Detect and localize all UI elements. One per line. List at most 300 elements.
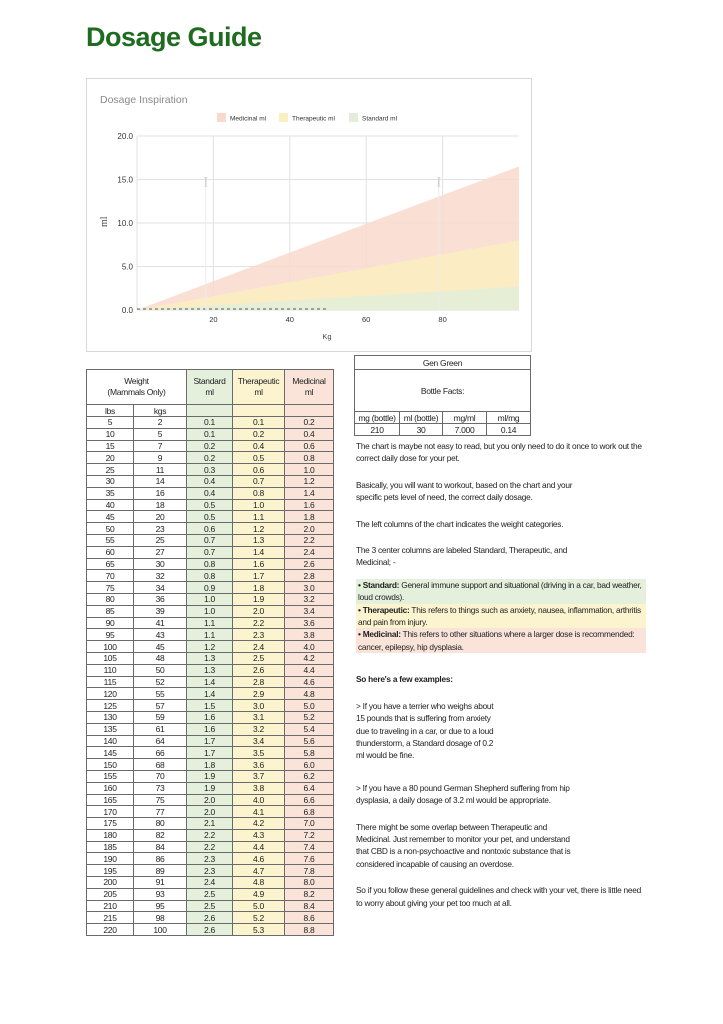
row-kgs: 50 xyxy=(134,664,187,676)
x-axis-ticks xyxy=(209,315,447,324)
row-lbs: 150 xyxy=(87,759,134,771)
row-medicinal: 7.2 xyxy=(285,829,334,841)
row-kgs: 41 xyxy=(134,617,187,629)
table-row xyxy=(87,818,334,830)
row-medicinal: 1.0 xyxy=(285,464,334,476)
row-standard: 2.1 xyxy=(187,818,233,830)
table-row xyxy=(87,523,334,535)
marker-label: I xyxy=(203,174,209,191)
row-kgs: 34 xyxy=(134,582,187,594)
row-therapeutic: 1.6 xyxy=(233,558,285,570)
facts-value-ml-mg: 0.14 xyxy=(487,424,531,436)
row-medicinal: 4.0 xyxy=(285,641,334,653)
table-row xyxy=(87,593,334,605)
row-standard: 1.6 xyxy=(187,711,233,723)
row-lbs: 190 xyxy=(87,853,134,865)
table-row xyxy=(87,747,334,759)
medicinal-header: Medicinal ml xyxy=(285,370,334,405)
row-lbs: 30 xyxy=(87,475,134,487)
row-medicinal: 8.6 xyxy=(285,912,334,924)
row-standard: 0.9 xyxy=(187,582,233,594)
table-row xyxy=(87,735,334,747)
row-kgs: 14 xyxy=(134,475,187,487)
table-row xyxy=(87,582,334,594)
row-medicinal: 6.8 xyxy=(285,806,334,818)
table-row xyxy=(87,759,334,771)
row-standard: 2.6 xyxy=(187,924,233,936)
row-therapeutic: 4.7 xyxy=(233,865,285,877)
row-kgs: 39 xyxy=(134,605,187,617)
row-standard: 0.6 xyxy=(187,523,233,535)
table-row xyxy=(87,558,334,570)
row-medicinal: 1.8 xyxy=(285,511,334,523)
row-lbs: 65 xyxy=(87,558,134,570)
row-kgs: 86 xyxy=(134,853,187,865)
row-standard: 2.0 xyxy=(187,806,233,818)
row-medicinal: 8.2 xyxy=(285,888,334,900)
row-therapeutic: 5.0 xyxy=(233,900,285,912)
row-therapeutic: 4.4 xyxy=(233,841,285,853)
row-standard: 2.2 xyxy=(187,841,233,853)
table-row xyxy=(87,700,334,712)
row-therapeutic: 3.2 xyxy=(233,723,285,735)
row-kgs: 59 xyxy=(134,711,187,723)
row-standard: 0.1 xyxy=(187,417,233,429)
row-kgs: 52 xyxy=(134,676,187,688)
row-standard: 0.3 xyxy=(187,464,233,476)
row-standard: 1.6 xyxy=(187,723,233,735)
row-therapeutic: 3.4 xyxy=(233,735,285,747)
row-lbs: 160 xyxy=(87,782,134,794)
row-kgs: 2 xyxy=(134,417,187,429)
row-standard: 1.5 xyxy=(187,700,233,712)
row-standard: 0.5 xyxy=(187,511,233,523)
row-lbs: 130 xyxy=(87,711,134,723)
row-standard: 0.7 xyxy=(187,546,233,558)
row-medicinal: 1.4 xyxy=(285,487,334,499)
category-medicinal: • Medicinal: This refers to other situations where a larger dose is recommended: cancer, epilepsy, hip dysplasia. xyxy=(356,628,646,653)
row-standard: 1.3 xyxy=(187,664,233,676)
row-kgs: 9 xyxy=(134,452,187,464)
row-therapeutic: 2.5 xyxy=(233,652,285,664)
row-medicinal: 0.8 xyxy=(285,452,334,464)
row-standard: 1.0 xyxy=(187,605,233,617)
row-standard: 2.0 xyxy=(187,794,233,806)
row-lbs: 90 xyxy=(87,617,134,629)
x-tick-label: 80 xyxy=(438,315,447,324)
row-lbs: 10 xyxy=(87,428,134,440)
category-therapeutic: • Therapeutic: This refers to things such as anxiety, nausea, inflammation, arthritis and pain from injury. xyxy=(356,604,646,629)
row-kgs: 68 xyxy=(134,759,187,771)
row-therapeutic: 4.9 xyxy=(233,888,285,900)
row-standard: 1.1 xyxy=(187,629,233,641)
row-lbs: 120 xyxy=(87,688,134,700)
row-medicinal: 5.2 xyxy=(285,711,334,723)
row-lbs: 115 xyxy=(87,676,134,688)
row-medicinal: 6.2 xyxy=(285,770,334,782)
y-tick-label: 20.0 xyxy=(117,132,133,141)
row-lbs: 50 xyxy=(87,523,134,535)
row-lbs: 45 xyxy=(87,511,134,523)
row-standard: 2.3 xyxy=(187,853,233,865)
legend-swatch xyxy=(349,113,358,122)
row-therapeutic: 0.4 xyxy=(233,440,285,452)
row-kgs: 61 xyxy=(134,723,187,735)
row-medicinal: 0.4 xyxy=(285,428,334,440)
row-kgs: 7 xyxy=(134,440,187,452)
row-lbs: 85 xyxy=(87,605,134,617)
note-intro: The chart is maybe not easy to read, but you only need to do it once to work out the correct daily dose for your pet. xyxy=(356,441,642,464)
row-therapeutic: 1.2 xyxy=(233,523,285,535)
row-lbs: 15 xyxy=(87,440,134,452)
row-kgs: 82 xyxy=(134,829,187,841)
weight-header: Weight (Mammals Only) xyxy=(87,370,187,405)
row-medicinal: 2.4 xyxy=(285,546,334,558)
row-standard: 1.0 xyxy=(187,593,233,605)
y-tick-label: 15.0 xyxy=(117,175,133,185)
table-row xyxy=(87,428,334,440)
row-medicinal: 1.6 xyxy=(285,499,334,511)
row-therapeutic: 1.9 xyxy=(233,593,285,605)
standard-header: Standard ml xyxy=(187,370,233,405)
row-kgs: 11 xyxy=(134,464,187,476)
table-row xyxy=(87,499,334,511)
table-row xyxy=(87,475,334,487)
row-standard: 0.8 xyxy=(187,570,233,582)
table-row xyxy=(87,912,334,924)
row-medicinal: 5.4 xyxy=(285,723,334,735)
x-tick-label: 60 xyxy=(362,315,371,324)
row-medicinal: 1.2 xyxy=(285,475,334,487)
row-medicinal: 0.6 xyxy=(285,440,334,452)
row-therapeutic: 3.8 xyxy=(233,782,285,794)
row-kgs: 98 xyxy=(134,912,187,924)
table-row xyxy=(87,676,334,688)
row-therapeutic: 0.6 xyxy=(233,464,285,476)
row-medicinal: 0.2 xyxy=(285,417,334,429)
row-standard: 0.1 xyxy=(187,428,233,440)
row-standard: 1.4 xyxy=(187,688,233,700)
note-basically: Basically, you will want to workout, based on the chart and your specific pets level of need, the correct daily dosage. xyxy=(356,479,573,503)
row-kgs: 25 xyxy=(134,534,187,546)
row-standard: 0.4 xyxy=(187,475,233,487)
row-kgs: 23 xyxy=(134,523,187,535)
row-therapeutic: 1.0 xyxy=(233,499,285,511)
row-lbs: 140 xyxy=(87,735,134,747)
row-medicinal: 2.0 xyxy=(285,523,334,535)
table-row xyxy=(87,865,334,877)
note-guidelines: So if you follow these general guidelines and check with your vet, there is little need to worry about giving your pet too much at all. xyxy=(356,885,641,908)
row-standard: 2.3 xyxy=(187,865,233,877)
row-medicinal: 7.0 xyxy=(285,818,334,830)
row-lbs: 185 xyxy=(87,841,134,853)
table-row xyxy=(87,794,334,806)
lbs-header: lbs xyxy=(87,405,134,417)
table-row xyxy=(87,888,334,900)
page-title: Dosage Guide xyxy=(86,22,262,52)
chart-areas xyxy=(137,166,519,310)
bottle-facts-table xyxy=(354,355,531,436)
facts-header-ml-mg: ml/mg xyxy=(487,412,531,424)
bottle-facts-label: Bottle Facts: xyxy=(355,370,531,412)
row-standard: 0.2 xyxy=(187,440,233,452)
row-lbs: 60 xyxy=(87,546,134,558)
row-lbs: 35 xyxy=(87,487,134,499)
row-lbs: 220 xyxy=(87,924,134,936)
row-therapeutic: 3.1 xyxy=(233,711,285,723)
y-axis-ticks xyxy=(117,132,133,315)
table-row xyxy=(87,711,334,723)
row-therapeutic: 3.7 xyxy=(233,770,285,782)
row-medicinal: 8.4 xyxy=(285,900,334,912)
row-kgs: 70 xyxy=(134,770,187,782)
legend-label: Therapeutic ml xyxy=(292,115,335,123)
row-standard: 2.4 xyxy=(187,877,233,889)
brand-name: Gen Green xyxy=(355,356,531,370)
table-row xyxy=(87,546,334,558)
row-medicinal: 5.8 xyxy=(285,747,334,759)
row-medicinal: 8.8 xyxy=(285,924,334,936)
row-standard: 0.2 xyxy=(187,452,233,464)
row-lbs: 165 xyxy=(87,794,134,806)
row-therapeutic: 5.3 xyxy=(233,924,285,936)
row-medicinal: 2.8 xyxy=(285,570,334,582)
row-standard: 0.7 xyxy=(187,534,233,546)
row-medicinal: 3.6 xyxy=(285,617,334,629)
row-standard: 1.2 xyxy=(187,641,233,653)
row-kgs: 45 xyxy=(134,641,187,653)
table-row xyxy=(87,617,334,629)
table-row xyxy=(87,841,334,853)
row-kgs: 48 xyxy=(134,652,187,664)
row-kgs: 16 xyxy=(134,487,187,499)
row-medicinal: 7.6 xyxy=(285,853,334,865)
dosage-table-body xyxy=(87,417,334,936)
row-lbs: 205 xyxy=(87,888,134,900)
chart-title: Dosage Inspiration xyxy=(100,94,188,106)
table-row xyxy=(87,829,334,841)
row-kgs: 84 xyxy=(134,841,187,853)
row-lbs: 180 xyxy=(87,829,134,841)
row-lbs: 125 xyxy=(87,700,134,712)
table-row xyxy=(87,770,334,782)
table-row xyxy=(87,853,334,865)
row-standard: 1.4 xyxy=(187,676,233,688)
legend-swatch xyxy=(279,113,288,122)
note-center-columns: The 3 center columns are labeled Standard, Therapeutic, and Medicinal; - xyxy=(356,545,568,568)
y-tick-label: 0.0 xyxy=(121,306,133,315)
row-lbs: 215 xyxy=(87,912,134,924)
chart-legend xyxy=(217,113,398,123)
x-axis-label: Kg xyxy=(322,332,332,341)
table-row xyxy=(87,782,334,794)
row-medicinal: 3.2 xyxy=(285,593,334,605)
row-lbs: 95 xyxy=(87,629,134,641)
legend-label: Medicinal ml xyxy=(230,115,267,123)
y-tick-label: 10.0 xyxy=(117,219,133,228)
row-kgs: 27 xyxy=(134,546,187,558)
row-kgs: 91 xyxy=(134,877,187,889)
row-medicinal: 8.0 xyxy=(285,877,334,889)
row-medicinal: 4.8 xyxy=(285,688,334,700)
row-kgs: 64 xyxy=(134,735,187,747)
row-lbs: 170 xyxy=(87,806,134,818)
row-standard: 2.5 xyxy=(187,900,233,912)
row-therapeutic: 4.6 xyxy=(233,853,285,865)
dosage-chart-svg xyxy=(87,79,531,351)
note-overlap: There might be some overlap between Therapeutic and Medicinal. Just remember to monitor your pet, and understand that CBD is a non-psychoactive and nontoxic substance that is considered incapable of causing an overdose. xyxy=(356,821,571,869)
y-axis-label: ml xyxy=(99,216,110,227)
table-row xyxy=(87,664,334,676)
row-therapeutic: 0.8 xyxy=(233,487,285,499)
row-lbs: 195 xyxy=(87,865,134,877)
row-therapeutic: 4.0 xyxy=(233,794,285,806)
row-kgs: 89 xyxy=(134,865,187,877)
row-therapeutic: 1.8 xyxy=(233,582,285,594)
row-lbs: 80 xyxy=(87,593,134,605)
examples-heading: So here's a few examples: xyxy=(356,674,453,685)
row-lbs: 100 xyxy=(87,641,134,653)
row-kgs: 36 xyxy=(134,593,187,605)
row-kgs: 80 xyxy=(134,818,187,830)
therapeutic-header: Therapeutic ml xyxy=(233,370,285,405)
row-standard: 0.8 xyxy=(187,558,233,570)
row-therapeutic: 4.3 xyxy=(233,829,285,841)
kgs-header: kgs xyxy=(134,405,187,417)
row-therapeutic: 5.2 xyxy=(233,912,285,924)
facts-header-ml-bottle: ml (bottle) xyxy=(400,412,443,424)
marker-label: I xyxy=(436,174,442,191)
row-lbs: 5 xyxy=(87,417,134,429)
row-standard: 1.9 xyxy=(187,782,233,794)
row-lbs: 70 xyxy=(87,570,134,582)
example-terrier: > If you have a terrier who weighs about 15 pounds that is suffering from anxiety due to traveling in a car, or due to a loud thunderstorm, a Standard dosage of 0.2 ml would be fine. xyxy=(356,700,494,761)
row-kgs: 75 xyxy=(134,794,187,806)
row-kgs: 77 xyxy=(134,806,187,818)
row-therapeutic: 1.1 xyxy=(233,511,285,523)
note-left-columns: The left columns of the chart indicates the weight categories. xyxy=(356,518,564,529)
table-row xyxy=(87,464,334,476)
row-medicinal: 3.4 xyxy=(285,605,334,617)
facts-value-mg-ml: 7.000 xyxy=(443,424,487,436)
row-kgs: 43 xyxy=(134,629,187,641)
row-therapeutic: 0.7 xyxy=(233,475,285,487)
table-row xyxy=(87,605,334,617)
row-lbs: 25 xyxy=(87,464,134,476)
row-medicinal: 4.6 xyxy=(285,676,334,688)
facts-header-mg-bottle: mg (bottle) xyxy=(355,412,400,424)
table-row xyxy=(87,924,334,936)
row-lbs: 20 xyxy=(87,452,134,464)
row-therapeutic: 3.5 xyxy=(233,747,285,759)
row-medicinal: 2.2 xyxy=(285,534,334,546)
row-therapeutic: 2.0 xyxy=(233,605,285,617)
row-kgs: 95 xyxy=(134,900,187,912)
row-standard: 0.5 xyxy=(187,499,233,511)
table-row xyxy=(87,417,334,429)
row-medicinal: 6.0 xyxy=(285,759,334,771)
table-row xyxy=(87,452,334,464)
legend-swatch xyxy=(217,113,226,122)
table-row xyxy=(87,723,334,735)
facts-value-ml-bottle: 30 xyxy=(400,424,443,436)
row-medicinal: 6.6 xyxy=(285,794,334,806)
row-kgs: 66 xyxy=(134,747,187,759)
row-kgs: 55 xyxy=(134,688,187,700)
row-kgs: 18 xyxy=(134,499,187,511)
row-therapeutic: 1.4 xyxy=(233,546,285,558)
row-lbs: 145 xyxy=(87,747,134,759)
row-standard: 2.5 xyxy=(187,888,233,900)
row-lbs: 175 xyxy=(87,818,134,830)
row-kgs: 32 xyxy=(134,570,187,582)
row-lbs: 200 xyxy=(87,877,134,889)
row-medicinal: 7.4 xyxy=(285,841,334,853)
row-lbs: 110 xyxy=(87,664,134,676)
y-tick-label: 5.0 xyxy=(121,262,133,272)
dosage-chart xyxy=(86,78,532,352)
row-therapeutic: 1.7 xyxy=(233,570,285,582)
row-therapeutic: 2.6 xyxy=(233,664,285,676)
table-row xyxy=(87,570,334,582)
row-lbs: 155 xyxy=(87,770,134,782)
row-therapeutic: 4.2 xyxy=(233,818,285,830)
x-tick-label: 20 xyxy=(209,315,218,324)
row-medicinal: 3.8 xyxy=(285,629,334,641)
row-standard: 2.2 xyxy=(187,829,233,841)
row-medicinal: 4.2 xyxy=(285,652,334,664)
row-medicinal: 3.0 xyxy=(285,582,334,594)
table-row xyxy=(87,511,334,523)
notes-section xyxy=(356,440,646,909)
row-kgs: 30 xyxy=(134,558,187,570)
table-row xyxy=(87,487,334,499)
facts-value-mg-bottle: 210 xyxy=(355,424,400,436)
row-therapeutic: 0.2 xyxy=(233,428,285,440)
table-row xyxy=(87,877,334,889)
row-therapeutic: 2.2 xyxy=(233,617,285,629)
table-row xyxy=(87,688,334,700)
row-standard: 1.3 xyxy=(187,652,233,664)
facts-header-mg-ml: mg/ml xyxy=(443,412,487,424)
x-tick-label: 40 xyxy=(285,315,294,324)
row-medicinal: 6.4 xyxy=(285,782,334,794)
row-kgs: 57 xyxy=(134,700,187,712)
row-lbs: 210 xyxy=(87,900,134,912)
row-lbs: 105 xyxy=(87,652,134,664)
row-standard: 1.1 xyxy=(187,617,233,629)
row-therapeutic: 4.1 xyxy=(233,806,285,818)
row-lbs: 55 xyxy=(87,534,134,546)
table-row xyxy=(87,629,334,641)
row-therapeutic: 2.4 xyxy=(233,641,285,653)
row-standard: 1.7 xyxy=(187,747,233,759)
row-lbs: 75 xyxy=(87,582,134,594)
row-standard: 1.8 xyxy=(187,759,233,771)
category-standard: • Standard: General immune support and situational (driving in a car, bad weather, loud crowds). xyxy=(356,579,646,604)
row-lbs: 40 xyxy=(87,499,134,511)
row-therapeutic: 2.3 xyxy=(233,629,285,641)
dosage-table xyxy=(86,369,334,936)
table-row xyxy=(87,652,334,664)
row-therapeutic: 2.8 xyxy=(233,676,285,688)
table-row xyxy=(87,534,334,546)
table-row xyxy=(87,900,334,912)
row-therapeutic: 4.8 xyxy=(233,877,285,889)
row-medicinal: 7.8 xyxy=(285,865,334,877)
row-medicinal: 5.6 xyxy=(285,735,334,747)
row-therapeutic: 3.6 xyxy=(233,759,285,771)
